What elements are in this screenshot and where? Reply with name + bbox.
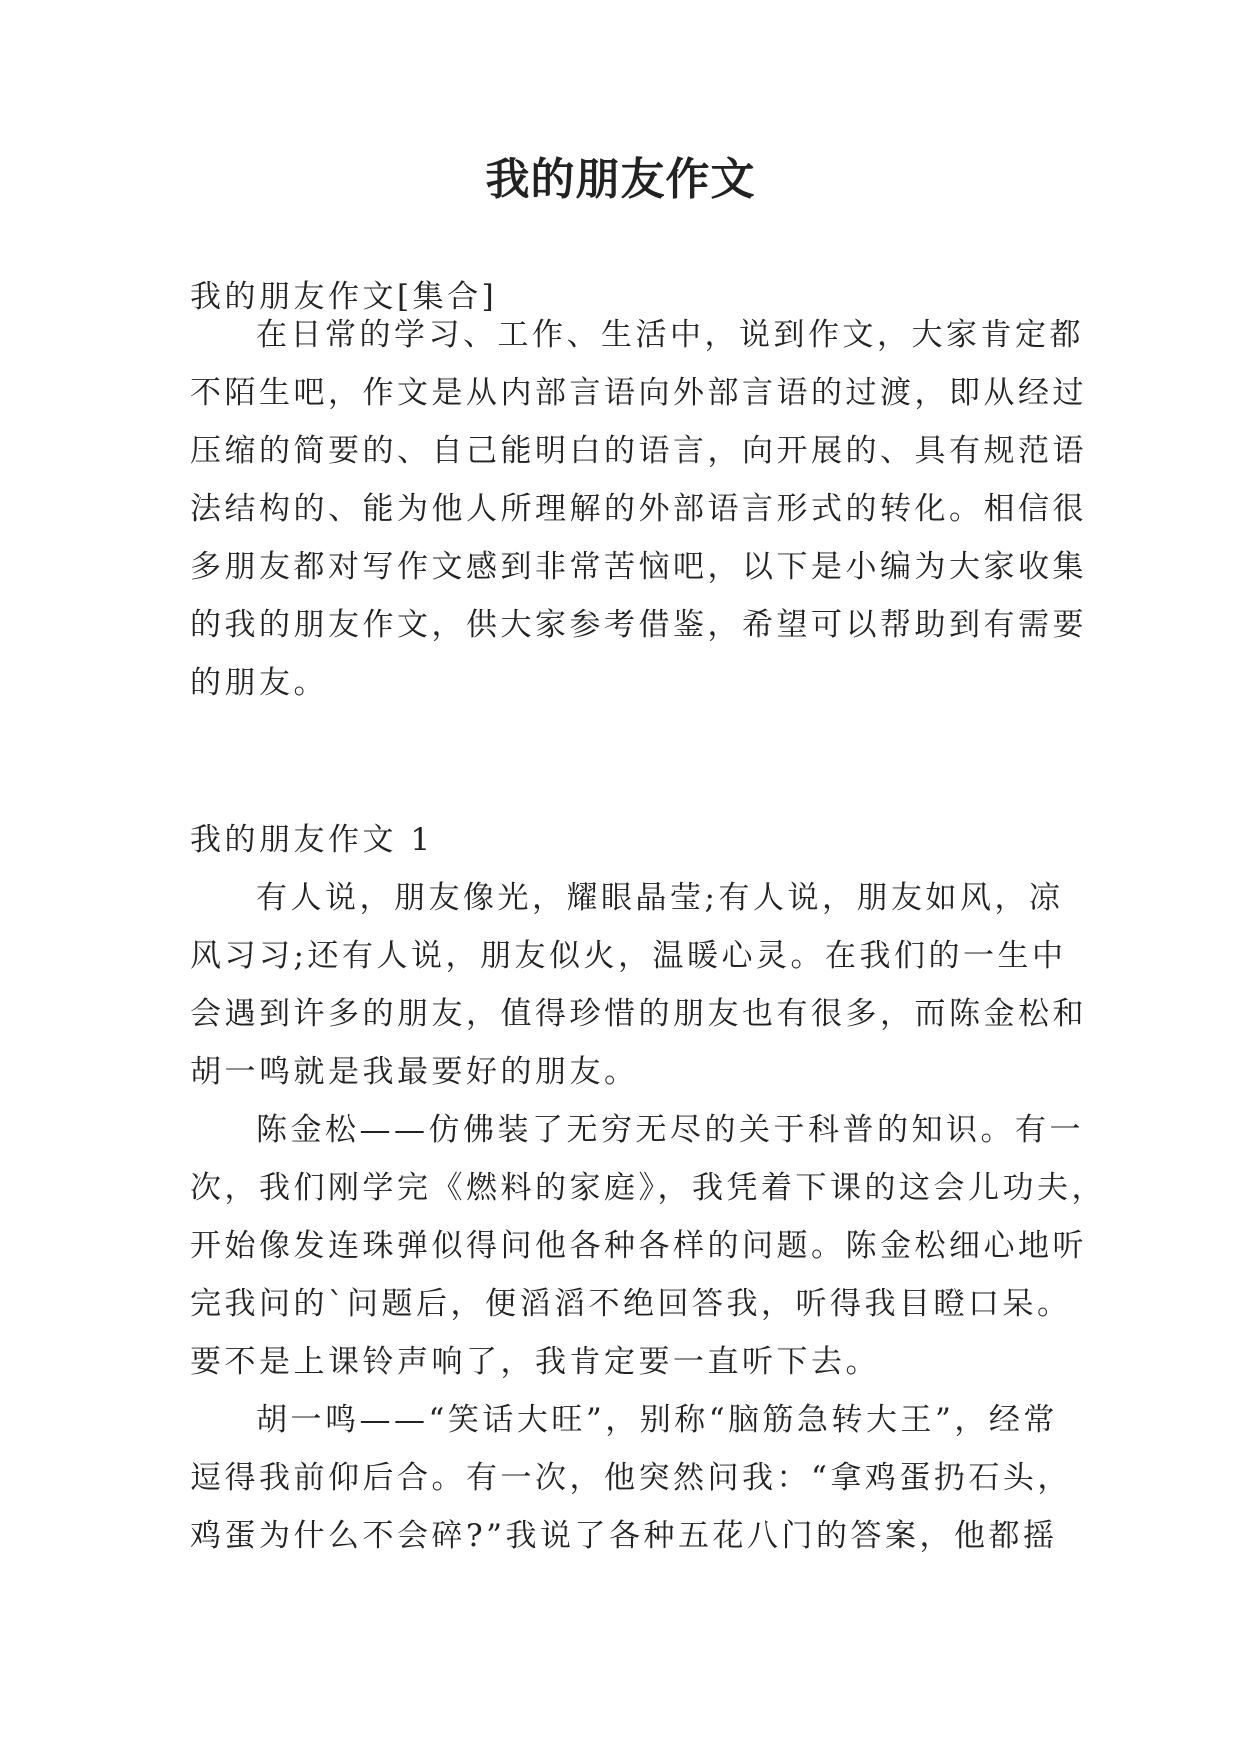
essay-paragraph-1 <box>190 869 1087 1101</box>
paragraph-line: 的朋友。 <box>190 665 328 701</box>
essay-paragraph-2 <box>190 1101 1106 1391</box>
paragraph-line: 鸡蛋为什么不会碎?”我说了各种五花八门的答案，他都摇 <box>190 1518 1058 1554</box>
paragraph-line: 胡一鸣就是我最要好的朋友。 <box>190 1054 639 1090</box>
paragraph-line: 多朋友都对写作文感到非常苦恼吧，以下是小编为大家收集 <box>190 549 1087 585</box>
paragraph-line: 次，我们刚学完《燃料的家庭》，我凭着下课的这会儿功夫， <box>190 1170 1106 1206</box>
document-title: 我的朋友作文 <box>485 154 756 205</box>
paragraph-line: 完我问的`问题后，便滔滔不绝回答我，听得我目瞪口呆。 <box>190 1286 1072 1322</box>
paragraph-line: 在日常的学习、工作、生活中，说到作文，大家肯定都 <box>256 317 1084 353</box>
paragraph-line: 会遇到许多的朋友，值得珍惜的朋友也有很多，而陈金松和 <box>190 996 1087 1032</box>
section-heading-text: 我的朋友作文[集合] <box>190 279 498 315</box>
essay-paragraph-3 <box>190 1391 1072 1565</box>
paragraph-line: 陈金松——仿佛装了无穷无尽的关于科普的知识。有一 <box>256 1112 1084 1148</box>
paragraph-line: 逗得我前仰后合。有一次，他突然问我：“拿鸡蛋扔石头， <box>190 1460 1072 1496</box>
paragraph-line: 要不是上课铃声响了，我肯定要一直听下去。 <box>190 1344 880 1380</box>
paragraph-line: 风习习;还有人说，朋友似火，温暖心灵。在我们的一生中 <box>190 938 1067 974</box>
paragraph-line: 法结构的、能为他人所理解的外部语言形式的转化。相信很 <box>190 491 1087 527</box>
paragraph-line: 压缩的简要的、自己能明白的语言，向开展的、具有规范语 <box>190 433 1087 469</box>
paragraph-line: 不陌生吧，作文是从内部言语向外部言语的过渡，即从经过 <box>190 375 1087 411</box>
essay-heading-text: 我的朋友作文 1 <box>190 822 434 858</box>
paragraph-line: 的我的朋友作文，供大家参考借鉴，希望可以帮助到有需要 <box>190 607 1087 643</box>
intro-paragraph <box>190 306 1087 712</box>
paragraph-line: 有人说，朋友像光，耀眼晶莹;有人说，朋友如风，凉 <box>256 880 1064 916</box>
paragraph-line: 胡一鸣——“笑话大旺”，别称“脑筋急转大王”，经常 <box>256 1402 1058 1438</box>
essay-heading <box>190 811 1058 869</box>
paragraph-line: 开始像发连珠弹似得问他各种各样的问题。陈金松细心地听 <box>190 1228 1087 1264</box>
